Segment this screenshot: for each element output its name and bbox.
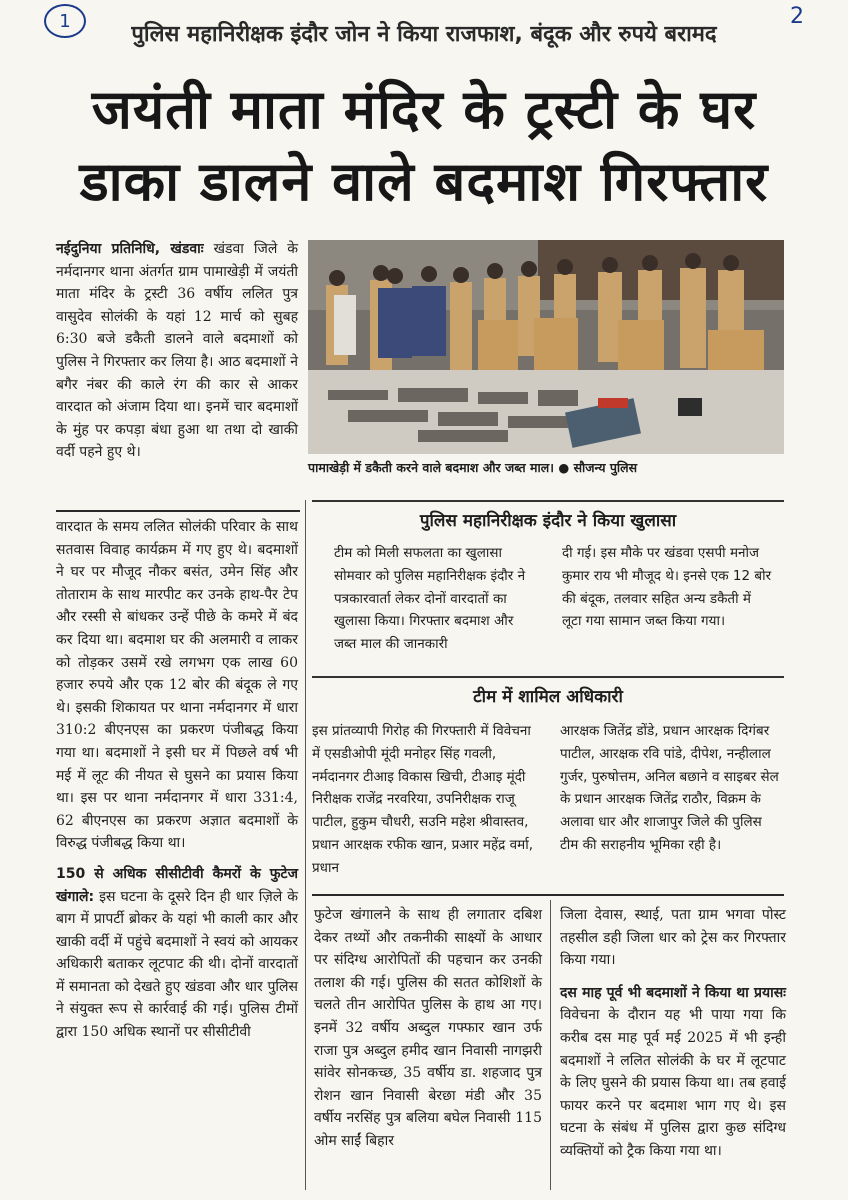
column-divider-left [305,500,306,1190]
handwritten-page-number-2: 2 [790,4,804,29]
left-column [56,516,298,1044]
box1-title: पुलिस महानिरीक्षक इंदौर ने किया खुलासा [419,511,677,531]
left-column-top-rule [56,510,300,512]
box1-col-1: टीम को मिली सफलता का खुलासा सोमवार को पुलिस महानिरीक्षक इंदौर ने पत्रकारवार्ता लेकर दोनों वारदातों का खुलासा किया। गिरफ्तार बदमाश और जब्त माल की जानकारी [334,545,526,653]
kicker-line: पुलिस महानिरीक्षक इंदौर जोन ने किया राजफाश, बंदूक और रुपये बरामद [131,22,717,47]
right-column [560,904,786,1163]
caption-text: पामाखेड़ी में डकैती करने वाले बदमाश और जब्त माल। [308,460,554,475]
mid-column-top-rule [312,894,784,896]
box2-title: टीम में शामिल अधिकारी [473,687,623,707]
news-photo [308,240,784,454]
left-para-1: वारदात के समय ललित सोलंकी परिवार के साथ सतवास विवाह कार्यक्रम में गए हुए थे। बदमाशों ने घर पर मौजूद नौकर बसंत, उमेन सिंह और तोताराम के साथ मारपीट कर उनके हाथ-पैर टेप और रस्सी से बांधकर उन्हें पीछे के कमरे में बंद कर दिया था। बदमाश घर की अलमारी व लाकर को तोड़कर उसमें रखे लगभग एक लाख 60 हजार रुपये और एक 12 बोर की बंदूक ले गए थे। इसकी शिकायत पर थाना नर्मदानगर में धारा 310:2 बीएनएस का प्रकरण पंजीबद्ध किया गया था। बदमाशों ने इसी घर में पिछले वर्ष भी मई में लूट की नीयत से घुसने का प्रयास किया था। इस पर थाना नर्मदानगर में धारा 331:4, 62 बीएनएस का प्रकरण अज्ञात बदमाशों के विरुद्ध पंजीबद्ध किया था। [56,519,298,852]
right-para-2: विवेचना के दौरान यह भी पाया गया कि करीब दस माह पूर्व मई 2025 में भी इन्ही बदमाशों ने ललित सोलंकी के घर में लूटपाट के लिए घुसने की प्रयास किया था। तब हवाई फायर करने पर बदमाश भाग गए थे। इस घटना के संबंध में पुलिस द्वारा कुछ संदिग्ध व्यक्तियों को ट्रैक किया गया था। [560,1007,786,1159]
box2-col-1: इस प्रांतव्यापी गिरोह की गिरफ्तारी में विवेचना में एसडीओपी मूंदी मनोहर सिंह गवली, नर्मदानगर टीआइ विकास खिची, टीआइ मूंदी निरीक्षक राजेंद्र नरवरिया, उपनिरीक्षक राजू पाटील, हुकुम चौधरी, सउनि महेश श्रीवास्तव, प्रधान आरक्षक रफीक खान, प्रआर महेंद्र वर्मा, प्रधान [312,723,533,876]
box-team-officers [312,676,784,876]
right-subhead: दस माह पूर्व भी बदमाशों ने किया था प्रयासः [560,984,786,1001]
handwritten-page-number-1: 1 [44,4,86,38]
press-conference-photo [308,240,784,454]
left-subhead: 150 से अधिक सीसीटीवी कैमरों के फुटेज खंगाले: [56,865,298,905]
box-ig-disclosure [312,500,784,653]
photo-credit: ● सौजन्य पुलिस [558,460,638,475]
box1-col-2: दी गई। इस मौके पर खंडवा एसपी मनोज कुमार राय भी मौजूद थे। इनसे एक 12 बोर की बंदूक, तलवार सहित अन्य डकैती में लूटा गया सामान जब्त किया गया। [562,545,772,630]
headline-line-1: जयंती माता मंदिर के ट्रस्टी के घर [91,78,757,141]
lead-text: खंडवा जिले के नर्मदानगर थाना अंतर्गत ग्राम पामाखेड़ी में जयंती माता मंदिर के ट्रस्टी 36 वर्षीय ललित पुत्र वासुदेव सोलंकी के यहां 12 मार्च को सुबह 6:30 बजे डकैती डालने वाले बदमाशों को पुलिस ने गिरफ्तार कर लिया है। आठ बदमाशों ने बगैर नंबर की काले रंग की कार से आकर वारदात को अंजाम दिया था। इनमें चार बदमाशों के मुंह पर कपड़ा बंधा हुआ था तथा दो खाकी वर्दी पहने हुए थे। [56,241,299,461]
column-divider-right [550,900,551,1190]
photo-caption [308,459,784,476]
headline-line-2: डाका डालने वाले बदमाश गिरफ्तार [79,150,769,213]
left-para-2: इस घटना के दूसरे दिन ही धार ज़िले के बाग में प्रापर्टी ब्रोकर के यहां भी काली कार और खाकी वर्दी में पहुंचे बदमाशों ने स्वयं को आयकर अधिकारी बताकर लूटपाट की थी। दोनों वारदातों में समानता को देखते हुए खंडवा और धार पुलिस ने संयुक्त रूप से कार्रवाई की गई। पुलिस टीमों द्वारा 150 अधिक स्थानों पर सीसीटीवी [56,888,298,1041]
dateline: नईदुनिया प्रतिनिधि, खंडवाः [56,241,204,257]
lead-paragraph [56,238,298,464]
right-para-1: जिला देवास, स्थाई, पता ग्राम भगवा पोस्ट तहसील डही जिला धार को ट्रेस कर गिरफ्तार किया गया। [560,907,786,969]
middle-column: फुटेज खंगालने के साथ ही लगातार दबिश देकर तथ्यों और तकनीकी साक्ष्यों के आधार पर संदिग्ध आरोपितों की पहचान कर उनकी तलाश की गई। पुलिस की सतत कोशिशों के चलते तीन आरोपित पुलिस के हाथ आ गए। इनमें 32 वर्षीय अब्दुल गफ्फार खान उर्फ राजा पुत्र अब्दुल हमीद खान निवासी नागझरी सांवेर सोनकच्छ, 35 वर्षीय डा. शहजाद पुत्र रोशन खान निवासी बेरछा मंडी और 35 वर्षीय नरसिंह पुत्र बलिया बघेल निवासी 115 ओम साईं बिहार [314,907,542,1149]
box2-col-2: आरक्षक जितेंद्र डोंडे, प्रधान आरक्षक दिगंबर पाटील, आरक्षक रवि पांडे, दीपेश, नन्हीलाल गुर्जर, पुरुषोत्तम, अनिल बछाने व साइबर सेल के प्रधान आरक्षक जितेंद्र राठौर, विक्रम के अलावा धार और शाजापुर जिले की पुलिस टीम की सराहनीय भूमिका रही है। [560,723,779,853]
